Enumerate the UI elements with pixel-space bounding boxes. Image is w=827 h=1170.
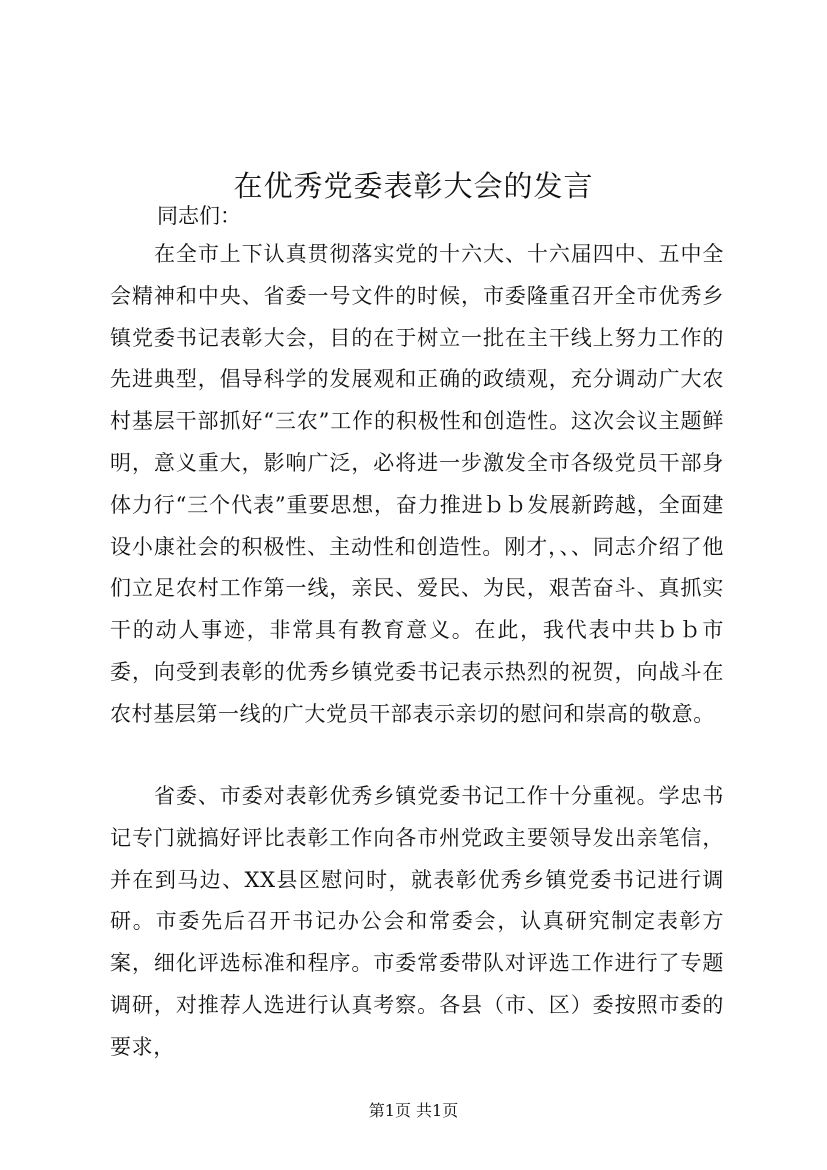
document-title: 在优秀党委表彰大会的发言 bbox=[233, 169, 594, 204]
salutation: 同志们： bbox=[157, 204, 241, 228]
paragraph-1: 在全市上下认真贯彻落实党的十六大、十六届四中、五中全会精神和中央、省委一号文件的时候，市委隆重召开全市优秀乡镇党委书记表彰大会，目的在于树立一批在主干线上努力工作的先进典型，倡导科学的发展观和正确的政绩观，充分调动广大农村基层干部抓好“三农”工作的积极性和创造性。这次会议主题鲜明，意义重大，影响广泛，必将进一步激发全市各级党员干部身体力行“三个代表”重要思想，奋力推进ｂｂ发展新跨越，全面建设小康社会的积极性、主动性和创造性。刚才，、、同志介绍了他们立足农村工作第一线，亲民、爱民、为民，艰苦奋斗、真抓实干的动人事迹，非常具有教育意义。在此，我代表中共ｂｂ市委，向受到表彰的优秀乡镇党委书记表示热烈的祝贺，向战斗在农村基层第一线的广大党员干部表示亲切的慰问和崇高的敬意。 bbox=[110, 242, 724, 726]
page-number-footer: 第1页 共1页 bbox=[368, 1101, 459, 1120]
paragraph-2: 省委、市委对表彰优秀乡镇党委书记工作十分重视。学忠书记专门就搞好评比表彰工作向各市州党政主要领导发出亲笔信，并在到马边、XX县区慰问时，就表彰优秀乡镇党委书记进行调研。市委先后召开书记办公会和常委会，认真研究制定表彰方案，细化评选标准和程序。市委常委带队对评选工作进行了专题调研，对推荐人选进行认真考察。各县（市、区）委按照市委的要求， bbox=[110, 784, 724, 1059]
